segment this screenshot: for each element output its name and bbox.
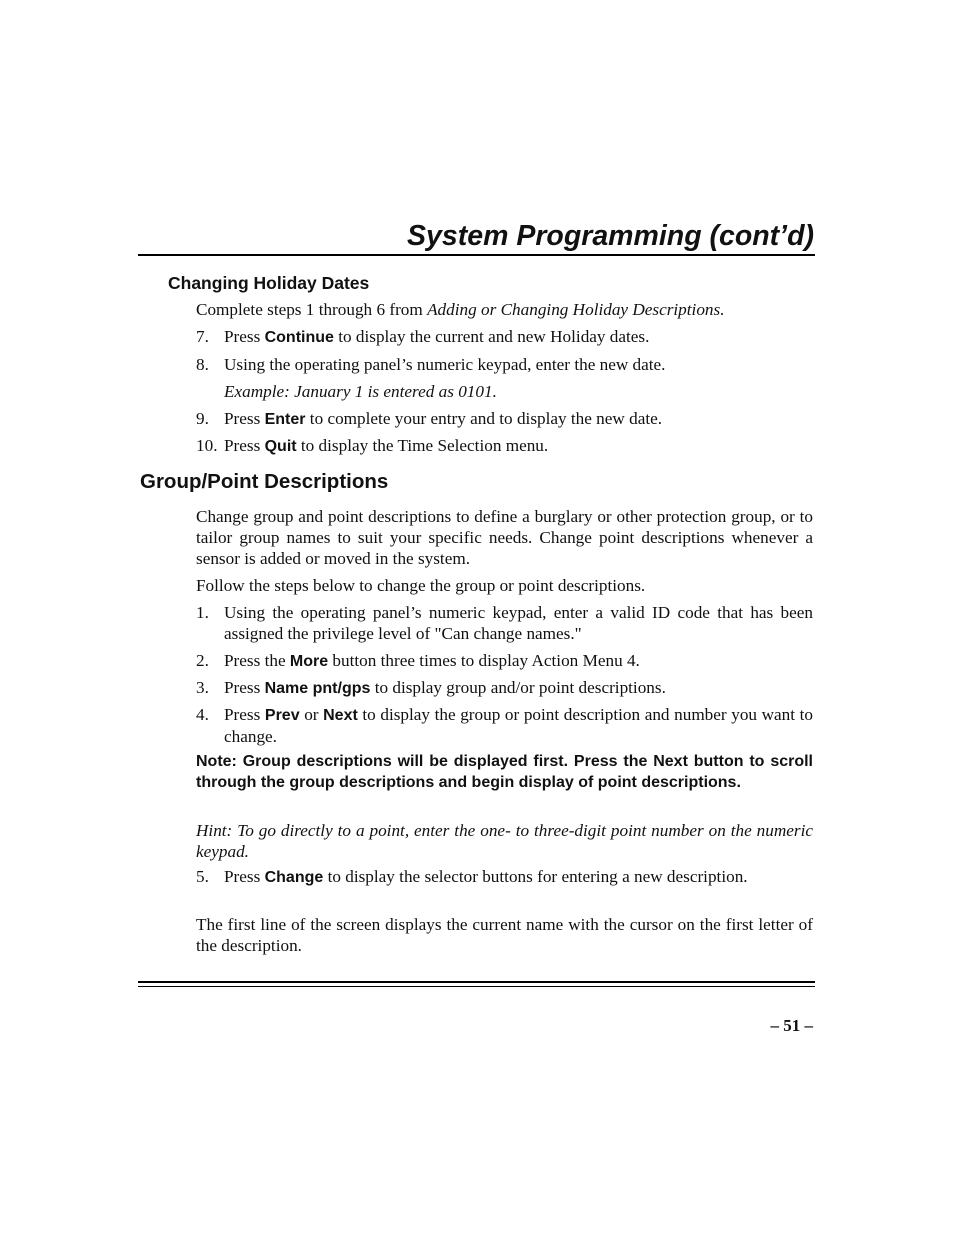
name-pnt-gps-key-label: Name pnt/gps <box>264 680 371 697</box>
holiday-intro: Complete steps 1 through 6 from Adding or Changing Holiday Descriptions. <box>196 300 725 319</box>
header-rule <box>138 254 815 256</box>
holiday-step-9: 9. Press Enter to complete your entry and to display the new date. <box>196 409 663 428</box>
footer-rule-thin <box>138 986 815 987</box>
more-key-label: More <box>289 653 329 670</box>
enter-key-label: Enter <box>264 411 306 428</box>
note-text: Note: Group descriptions will be displayed first. Press the Next button to scroll through the group descriptions and begin display of point descriptions. <box>196 753 813 791</box>
page-title: System Programming (cont’d) <box>407 220 814 252</box>
prev-key-label: Prev <box>264 707 300 724</box>
group-intro-paragraph: Change group and point descriptions to define a burglary or other protection group, or to tailor group names to suit your specific needs. Change point descriptions whenever a sensor is added or moved in the system. <box>196 507 813 568</box>
group-step-4: 4. Press Prev or Next to display the group or point description and number you want to change. <box>196 705 813 746</box>
page-number: – 51 – <box>770 1016 813 1035</box>
holiday-example: Example: January 1 is entered as 0101. <box>224 382 497 401</box>
group-step-2: 2. Press the More button three times to display Action Menu 4. <box>196 651 640 670</box>
continue-key-label: Continue <box>264 329 334 346</box>
change-key-label: Change <box>264 869 324 886</box>
section-heading-group-point: Group/Point Descriptions <box>140 470 389 493</box>
holiday-step-7: 7. Press Continue to display the current and new Holiday dates. <box>196 327 650 346</box>
holiday-step-8: 8. Using the operating panel’s numeric keypad, enter the new date. <box>196 355 666 374</box>
quit-key-label: Quit <box>264 438 297 455</box>
next-key-label: Next <box>323 707 358 724</box>
group-step-1: 1. Using the operating panel’s numeric keypad, enter a valid ID code that has been assigned the privilege level of "Can change names." <box>196 603 813 643</box>
group-step-5: 5. Press Change to display the selector buttons for entering a new description. <box>196 867 748 886</box>
footer-rule-thick <box>138 981 815 983</box>
holiday-intro-reference: Adding or Changing Holiday Descriptions. <box>427 300 725 319</box>
holiday-step-10: 10. Press Quit to display the Time Selection menu. <box>196 436 549 455</box>
group-step-3: 3. Press Name pnt/gps to display group and/or point descriptions. <box>196 678 666 697</box>
section-heading-holiday-dates: Changing Holiday Dates <box>168 273 370 293</box>
hint-text: Hint: To go directly to a point, enter the one- to three-digit point number on the numeric keypad. <box>196 821 813 861</box>
group-follow-paragraph: Follow the steps below to change the group or point descriptions. <box>196 576 646 595</box>
closing-paragraph: The first line of the screen displays the current name with the cursor on the first letter of the description. <box>196 915 813 955</box>
